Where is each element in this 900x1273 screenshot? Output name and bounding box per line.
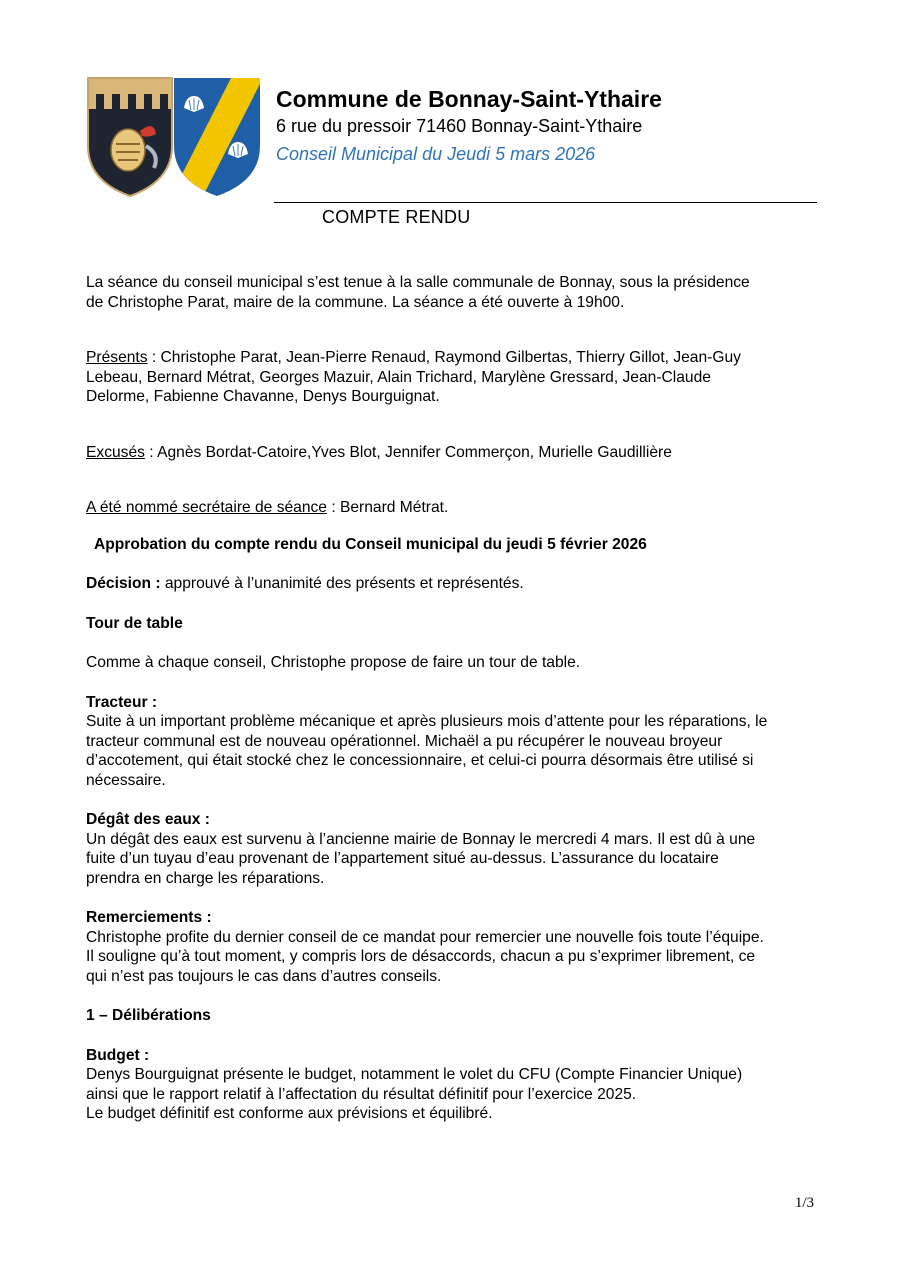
header-divider [274, 202, 817, 203]
session-subtitle: Conseil Municipal du Jeudi 5 mars 2026 [276, 144, 596, 164]
budget-line: ainsi que le rapport relatif à l’affectation du résultat définitif pour l’exercice 2025. [86, 1085, 637, 1103]
decision-label: Décision : [86, 575, 161, 592]
budget-heading: Budget : [86, 1046, 150, 1064]
tracteur-line: d’accotement, qui était stocké chez le concessionnaire, et celui-ci pourra désormais être utilisé si [86, 752, 754, 769]
intro-line: de Christophe Parat, maire de la commune. La séance a été ouverte à 19h00. [86, 293, 625, 311]
tracteur-line: tracteur communal est de nouveau opérationnel. Michaël a pu récupérer le nouveau broyeur [86, 732, 723, 750]
tour-paragraph: Comme à chaque conseil, Christophe propose de faire un tour de table. [86, 654, 581, 671]
budget-line: Le budget définitif est conforme aux prévisions et équilibré. [86, 1105, 493, 1122]
remerciements-line: Il souligne qu’à tout moment, y compris lors de désaccords, chacun a pu s’exprimer librement, ce [86, 948, 756, 965]
deliberations-heading: 1 – Délibérations [86, 1007, 211, 1024]
degat-line: prendra en charge les réparations. [86, 869, 325, 887]
intro-paragraph [86, 273, 821, 312]
approval-heading: Approbation du compte rendu du Conseil municipal du jeudi 5 février 2026 [94, 535, 647, 553]
decision-text: approuvé à l’unanimité des présents et représentés. [160, 575, 524, 592]
tracteur-line: Suite à un important problème mécanique et après plusieurs mois d’attente pour les réparations, le [86, 713, 768, 730]
coat-of-arms-knight-icon [86, 76, 174, 198]
secretary-paragraph [86, 498, 821, 518]
secretary-label: A été nommé secrétaire de séance [86, 499, 327, 516]
attendees-line: Delorme, Fabienne Chavanne, Denys Bourguignat. [86, 388, 440, 405]
remerciements-heading: Remerciements : [86, 909, 212, 926]
degat-line: fuite d’un tuyau d’eau provenant de l’appartement situé au-dessus. L’assurance du locataire [86, 850, 719, 867]
document-body [86, 273, 821, 1144]
degat-section [86, 810, 821, 888]
intro-line: La séance du conseil municipal s’est tenue à la salle communale de Bonnay, sous la présidence [86, 274, 750, 291]
attendees-line: : Christophe Parat, Jean-Pierre Renaud, Raymond Gilbertas, Thierry Gillot, Jean-Guy [147, 349, 741, 366]
document-header [86, 76, 826, 206]
page-number: 1/3 [794, 1195, 814, 1211]
coat-of-arms-shells-icon [172, 76, 262, 198]
remerciements-line: Christophe profite du dernier conseil de ce mandat pour remercier une nouvelle fois toute l’équipe. [86, 928, 764, 946]
tour-heading: Tour de table [86, 614, 183, 632]
degat-heading: Dégât des eaux : [86, 811, 210, 828]
secretary-name: : Bernard Métrat. [326, 499, 449, 516]
budget-line: Denys Bourguignat présente le budget, notamment le volet du CFU (Compte Financier Unique) [86, 1066, 743, 1083]
tracteur-line: nécessaire. [86, 771, 166, 789]
remerciements-line: qui n’est pas toujours le cas dans d’autres conseils. [86, 967, 442, 985]
commune-address: 6 rue du pressoir 71460 Bonnay-Saint-Ythaire [276, 116, 643, 136]
remerciements-section [86, 908, 821, 986]
document-type: COMPTE RENDU [322, 207, 471, 227]
decision-paragraph [86, 574, 821, 594]
commune-title: Commune de Bonnay-Saint-Ythaire [276, 86, 662, 112]
attendees-paragraph [86, 348, 821, 407]
tracteur-heading: Tracteur : [86, 693, 158, 711]
attendees-line: Lebeau, Bernard Métrat, Georges Mazuir, Alain Trichard, Marylène Gressard, Jean-Claude [86, 368, 711, 386]
excused-list: : Agnès Bordat-Catoire,Yves Blot, Jennifer Commerçon, Murielle Gaudillière [144, 443, 672, 461]
budget-section [86, 1046, 821, 1124]
excused-label: Excusés [86, 443, 145, 461]
excused-paragraph [86, 443, 821, 463]
attendees-label: Présents [86, 349, 148, 366]
degat-line: Un dégât des eaux est survenu à l’ancienne mairie de Bonnay le mercredi 4 mars. Il est dû à une [86, 830, 756, 848]
tracteur-section [86, 693, 821, 791]
